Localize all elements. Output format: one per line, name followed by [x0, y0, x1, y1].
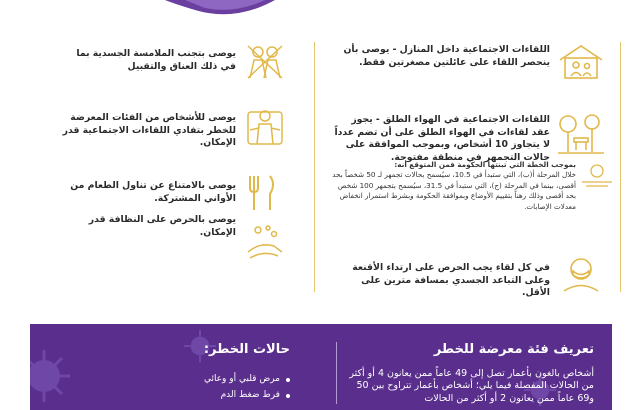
masks-distance-text: في كل لقاء يجب الحرص على ارتداء الأقنعة وعلى التباعد الجسدي بمسافة مترين على الأقل. — [352, 262, 550, 299]
band-divider — [336, 342, 337, 404]
no-contact-group-icon — [244, 108, 286, 148]
avoid-contact-text: يوصى بتجنب الملامسة الجسدية بما في ذلك العناق والتقبيل — [76, 48, 236, 72]
outdoor-gatherings-text: اللقاءات الاجتماعية في الهواء الطلق - يجوز عقد لقاءات في الهواء الطلق على أن تضم عدداً لا يتجاوز 10 أشخاص، وبموجب الموافقة على حالات التجمهر في منطقة مفتوحة. — [334, 114, 550, 163]
condition-item: مرض قلبي أو وعائي — [190, 374, 290, 384]
cutlery-icon — [244, 174, 280, 212]
indoor-gatherings-text: اللقاءات الاجتماعية داخل المنازل - يوصى بأن ينحصر اللقاء على عائلتين مصغرتين فقط. — [343, 44, 550, 68]
condition-item: فرط ضغط الدم — [190, 390, 290, 400]
conditions-list — [190, 374, 290, 406]
risk-group-title: تعريف فئة معرضة للخطر — [433, 342, 594, 357]
park-bench-trees-icon — [556, 112, 606, 156]
house-family-icon — [556, 42, 606, 80]
gathering-stage-icon — [580, 162, 614, 188]
conditions-title: حالات الخطر: — [203, 342, 290, 357]
divider-line — [620, 42, 621, 292]
hygiene-text: يوصى بالحرص على النظافة قدر الإمكان. — [88, 214, 236, 238]
risk-info-band — [30, 324, 612, 410]
virus-decoration-icon — [30, 346, 74, 406]
header-swoosh-decoration — [165, 0, 275, 20]
hand-wash-icon — [244, 222, 286, 262]
masked-person-icon — [560, 256, 602, 292]
no-hug-icon — [244, 42, 286, 82]
divider-line — [314, 42, 315, 292]
risk-group-text: أشخاص بالغون بأعمار تصل إلى 49 عاماً ممن يعانون 4 أو أكثر من الحالات المفصلة فيما يلي؛ أشخاص بأعمار تتراوح بين 50 و69 عاماً ممن يعانون 2 أو أكثر من الحالات — [349, 368, 594, 404]
risk-groups-text: يوصى للأشخاص من الفئات المعرضة للخطر بتفادي اللقاءات الاجتماعية قدر الإمكان. — [62, 112, 236, 149]
phases-note: بموجب الخطة التي تبنتها الحكومة فمن المتوقع أنه: خلال المرحلة أ(ب)، التي ستبدأ في 10.5، سيُسمح بحالات تجمهر لـ 50 شخصاً بحد أقصى، بينما في المرحلة (ج)، التي ستبدأ في 31.5، سيُسمح بتجمهر 100 شخص بحد أقصى وذلك رهناً بتقييم الأوضاع وبموافقة الحكومة وبشرط استمرار انخفاض معدلات الإصابات. — [332, 160, 576, 211]
shared-dishes-text: يوصى بالامتناع عن تناول الطعام من الأواني المشتركة. — [70, 180, 236, 204]
